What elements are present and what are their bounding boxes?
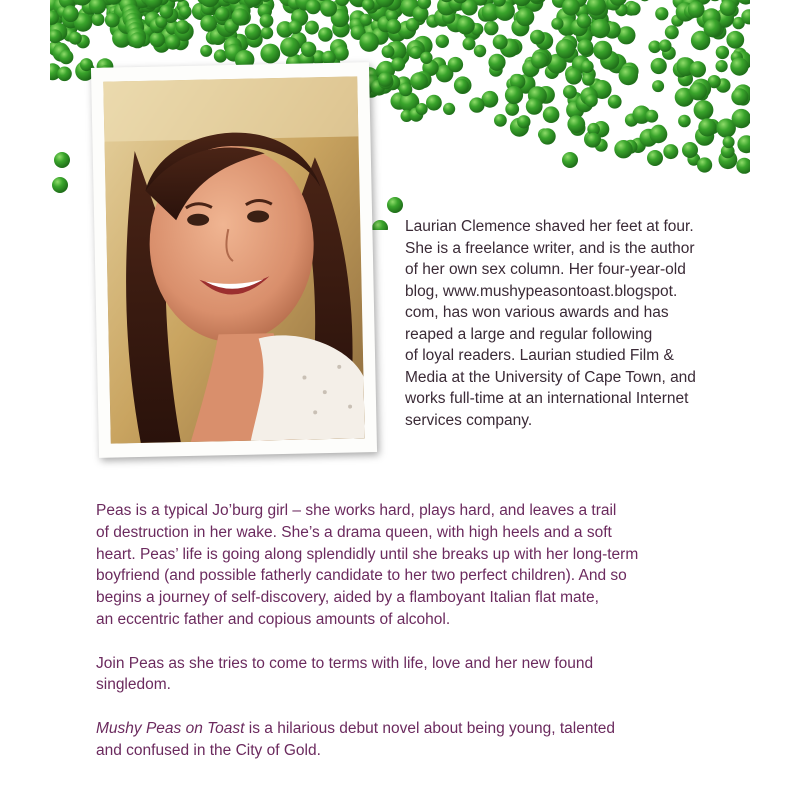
blurb-line: Peas is a typical Jo’burg girl – she works hard, plays hard, and leaves a trail bbox=[96, 502, 617, 519]
blurb-line: begins a journey of self-discovery, aided by a flamboyant Italian flat mate, bbox=[96, 589, 599, 607]
author-photo-frame bbox=[91, 62, 377, 458]
pea bbox=[591, 19, 610, 38]
pea bbox=[614, 140, 632, 158]
bio-line: com, has won various awards and has bbox=[405, 304, 669, 321]
pea bbox=[105, 13, 120, 28]
pea bbox=[359, 32, 379, 52]
pea bbox=[416, 103, 428, 115]
pea bbox=[619, 66, 638, 85]
pea bbox=[659, 39, 672, 52]
pea bbox=[582, 73, 595, 86]
pea bbox=[556, 39, 576, 59]
pea bbox=[448, 57, 463, 72]
pea bbox=[530, 30, 545, 45]
pea bbox=[493, 35, 508, 50]
pea bbox=[288, 20, 302, 34]
pea bbox=[410, 72, 428, 90]
pea bbox=[457, 16, 475, 34]
pea bbox=[306, 0, 321, 14]
pea bbox=[581, 60, 594, 73]
pea bbox=[566, 68, 583, 85]
pea bbox=[650, 125, 668, 143]
bio-line: She is a freelance writer, and is the author bbox=[405, 239, 695, 257]
blurb-line: boyfriend (and possible fatherly candidate to her two perfect children). And so bbox=[96, 567, 627, 585]
pea bbox=[704, 19, 722, 37]
pea bbox=[260, 14, 274, 28]
blurb-line: heart. Peas’ life is going along splendidly until she breaks up with her long-term bbox=[96, 545, 639, 563]
author-photo bbox=[103, 76, 365, 443]
blurb-line: singledom. bbox=[96, 676, 171, 694]
pea bbox=[665, 25, 679, 39]
author-portrait-illustration bbox=[103, 76, 365, 443]
pea bbox=[716, 60, 728, 72]
pea bbox=[426, 95, 442, 111]
pea bbox=[454, 79, 468, 93]
pea bbox=[639, 0, 651, 1]
pea bbox=[651, 58, 667, 74]
pea bbox=[399, 83, 412, 96]
pea bbox=[305, 21, 319, 35]
pea bbox=[516, 8, 534, 26]
pea bbox=[652, 80, 664, 92]
bio-line: works full-time at an international Internet bbox=[405, 390, 689, 407]
blurb-line: and confused in the City of Gold. bbox=[96, 741, 321, 759]
bio-line: of loyal readers. Laurian studied Film & bbox=[405, 347, 674, 364]
pea bbox=[723, 136, 735, 148]
pea bbox=[730, 58, 748, 76]
pea bbox=[215, 7, 229, 21]
pea bbox=[567, 115, 585, 133]
pea bbox=[261, 27, 274, 40]
pea bbox=[694, 100, 714, 120]
pea bbox=[159, 5, 173, 19]
pea bbox=[57, 67, 72, 82]
pea bbox=[165, 35, 180, 50]
pea bbox=[176, 20, 190, 34]
pea bbox=[474, 45, 486, 57]
pea bbox=[563, 85, 577, 99]
pea bbox=[463, 37, 476, 50]
pea bbox=[52, 177, 68, 193]
pea bbox=[505, 86, 523, 104]
pea bbox=[698, 118, 716, 136]
bio-line: services company. bbox=[405, 411, 533, 429]
pea bbox=[526, 98, 543, 115]
bio-line: blog, www.mushypeasontoast.blogspot. bbox=[405, 282, 678, 300]
blurb-text: is a hilarious debut novel about being young, talented bbox=[244, 719, 616, 737]
blurb-paragraph-3 bbox=[96, 718, 746, 762]
pea bbox=[200, 45, 212, 57]
pea bbox=[697, 157, 712, 172]
pea bbox=[200, 15, 217, 32]
pea bbox=[585, 94, 598, 107]
bio-line: reaped a large and regular following bbox=[405, 325, 653, 343]
pea bbox=[232, 8, 249, 25]
bio-line: Laurian Clemence shaved her feet at four. bbox=[405, 218, 694, 235]
pea bbox=[386, 19, 401, 34]
pea bbox=[59, 50, 73, 64]
pea bbox=[682, 142, 698, 158]
pea bbox=[593, 41, 612, 60]
pea bbox=[543, 106, 560, 123]
pea bbox=[378, 72, 393, 87]
pea bbox=[731, 88, 748, 105]
pea bbox=[517, 115, 530, 128]
back-cover bbox=[50, 0, 750, 800]
book-blurb bbox=[96, 500, 746, 783]
blurb-line: an eccentric father and copious amounts of alcohol. bbox=[96, 610, 451, 628]
pea bbox=[150, 32, 165, 47]
pea bbox=[586, 133, 601, 148]
pea bbox=[689, 82, 707, 100]
pea bbox=[320, 0, 337, 17]
pea bbox=[301, 42, 316, 57]
author-bio bbox=[405, 216, 745, 431]
pea bbox=[678, 115, 691, 128]
pea bbox=[494, 114, 507, 127]
pea bbox=[488, 54, 505, 71]
pea bbox=[608, 95, 622, 109]
pea bbox=[736, 158, 750, 174]
pea bbox=[245, 24, 261, 40]
pea bbox=[318, 27, 333, 42]
pea bbox=[391, 57, 405, 71]
pea bbox=[443, 103, 455, 115]
pea bbox=[645, 110, 658, 123]
pea bbox=[562, 152, 578, 168]
pea bbox=[577, 39, 593, 55]
pea bbox=[179, 5, 192, 18]
pea bbox=[539, 128, 555, 144]
pea bbox=[551, 18, 563, 30]
pea bbox=[420, 52, 432, 64]
pea bbox=[130, 32, 146, 48]
blurb-line: of destruction in her wake. She’s a drama queen, with high heels and a soft bbox=[96, 523, 612, 541]
pea bbox=[372, 220, 388, 230]
blurb-paragraph-1 bbox=[96, 500, 746, 631]
pea bbox=[663, 144, 678, 159]
pea bbox=[720, 0, 737, 16]
pea bbox=[655, 7, 668, 20]
pea bbox=[484, 21, 498, 35]
blurb-paragraph-2 bbox=[96, 653, 746, 697]
book-title: Mushy Peas on Toast bbox=[96, 719, 245, 737]
pea bbox=[382, 45, 395, 58]
blurb-line: Join Peas as she tries to come to terms with life, love and her new found bbox=[96, 654, 594, 672]
pea bbox=[505, 102, 519, 116]
pea bbox=[716, 46, 729, 59]
pea bbox=[260, 44, 280, 64]
pea bbox=[531, 52, 548, 69]
pea bbox=[360, 14, 372, 26]
pea bbox=[577, 14, 592, 29]
pea bbox=[334, 46, 349, 61]
pea bbox=[69, 32, 82, 45]
pea bbox=[647, 150, 663, 166]
pea bbox=[469, 97, 484, 112]
pea bbox=[63, 6, 79, 22]
pea bbox=[627, 2, 640, 15]
pea bbox=[54, 152, 70, 168]
pea bbox=[436, 35, 449, 48]
pea bbox=[690, 61, 706, 77]
bio-line: Media at the University of Cape Town, and bbox=[405, 368, 696, 386]
blurb-line bbox=[96, 718, 746, 740]
pea bbox=[387, 197, 403, 213]
bio-line: of her own sex column. Her four-year-old bbox=[405, 261, 686, 278]
pea bbox=[726, 31, 744, 49]
pea bbox=[737, 135, 750, 153]
pea bbox=[92, 13, 105, 26]
pea bbox=[688, 1, 705, 18]
pea bbox=[280, 37, 300, 57]
